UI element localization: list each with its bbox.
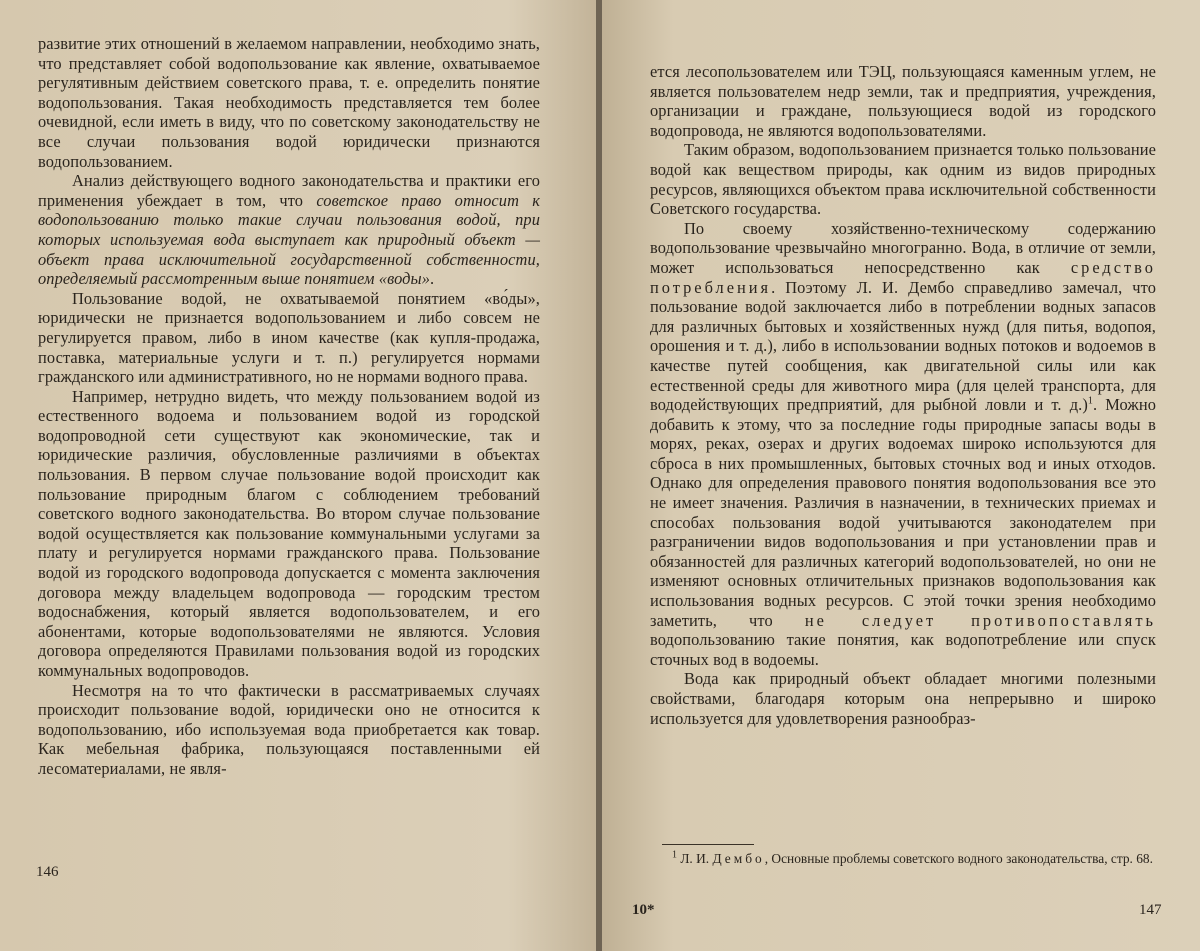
footnote [650,850,1156,868]
footnote-text: $^1$ Л. И. Дембо, Основные проблемы советского водного законодательства, стр. 68. [672,849,1153,866]
left-page-number: 146 [36,864,59,880]
left-paragraph-1: развитие этих отношений в желаемом направлении, необходимо знать, что представляет собой водопользование как явление, охватываемое регулятивным действием советского права, т. е. определить понятие водопользования. Такая необходимость представляется тем более очевидной, если иметь в виду, что по советскому законодательству не все случаи пользования водой юридически признаются водопользованием. [38,34,540,171]
left-paragraph-4: Например, нетрудно видеть, что между пользованием водой из естественного водоема и пользованием водой из городской водопроводной сети существуют как экономические, так и юридические различия, обусловленные различиями в объектах пользования. В первом случае пользование водой происходит как пользование природным благом с соблюдением требований советского водного законодательства. Во втором случае пользование водой осуществляется как пользование коммунальными услугами за плату и регулируется нормами гражданского права. Пользование водой из городского водопровода допускается с момента заключения договора между владельцем водопровода — городским трестом водоснабжения, который является водопользователем, и его абонентами, которые водопользователями не являются. Условия договора определяются Правилами пользования водой из городских коммунальных водопроводов. [38,386,540,680]
right-paragraph-1: ется лесопользователем или ТЭЦ, пользующаяся каменным углем, не является пользователем недр земли, так и предприятия, учреждения, организации и граждане, пользующиеся водой из городского водопровода, не являются водопользователями. [650,62,1156,140]
right-paragraph-2: Таким образом, водопользованием признается только пользование водой как веществом природы, как одним из видов природных ресурсов, являющихся объектом права исключительной собственности Советского государства. [650,140,1156,219]
left-page [0,0,598,951]
right-page-number: 147 [1139,902,1162,918]
right-page-text [650,62,1156,728]
right-paragraph-3: По своему хозяйственно-техническому содержанию водопользование чрезвычайно многогранно. Вода, в отличие от земли, может использоваться непосредственно как средство потребления. Поэтому Л. И. Дембо справедливо замечал, что пользование водой заключается либо в потреблении водных запасов для различных бытовых и хозяйственных нужд (для питья, водопоя, орошения и т. д.), либо в использовании водных потоков и водоемов в качестве путей сообщения, как двигательной силы или как естественной среды для животного мира (для целей транспорта, для вододействующих предприятий, для рыбной ловли и т. д.)$^1$. Можно добавить к этому, что за последние годы природные запасы воды в морях, реках, озерах и других водоемах широко используются для сброса в них промышленных, бытовых сточных вод и иных отходов. Однако для определения правового понятия водопользования все это не имеет значения. Различия в назначении, в технических приемах и способах пользования водой учитываются законодателем при разграничении видов водопользования и при установлении прав и обязанностей для различных категорий водопользователей, но они не изменяют основных отличительных признаков водопользования как использования водных ресурсов. С этой точки зрения необходимо заметить, что не следует противопоставлять водопользованию такие понятия, как водопотребление или спуск сточных вод в водоемы. [650,218,1157,669]
right-page [602,0,1200,951]
left-page-text [38,34,540,779]
sheet-signature: 10* [632,902,655,918]
left-paragraph-2: Анализ действующего водного законодательства и практики его применения убеждает в том, что советское право относит к водопользованию только такие случаи пользования водой, при которых используемая вода выступает как природный объект — объект права исключительной государственной собственности, определяемый рассмотренным выше понятием «воды». [38,171,540,289]
footnote-rule [662,844,754,845]
left-paragraph-5: Несмотря на то что фактически в рассматриваемых случаях происходит пользование водой, юридически оно не относится к водопользованию, ибо используемая вода приобретается как товар. Как мебельная фабрика, пользующаяся поставленными ей лесоматериалами, не явля- [38,680,540,778]
right-paragraph-4: Вода как природный объект обладает многими полезными свойствами, благодаря которым она непрерывно и широко используется для удовлетворения разнообраз- [650,669,1156,728]
left-paragraph-3: Пользование водой, не охватываемой понятием «во́ды», юридически не признается водопользованием и либо совсем не регулируется правом, либо в ином качестве (как купля-продажа, поставка, материальные услуги и т. п.) регулируется нормами гражданского или административного, но не нормами водного права. [38,288,540,387]
